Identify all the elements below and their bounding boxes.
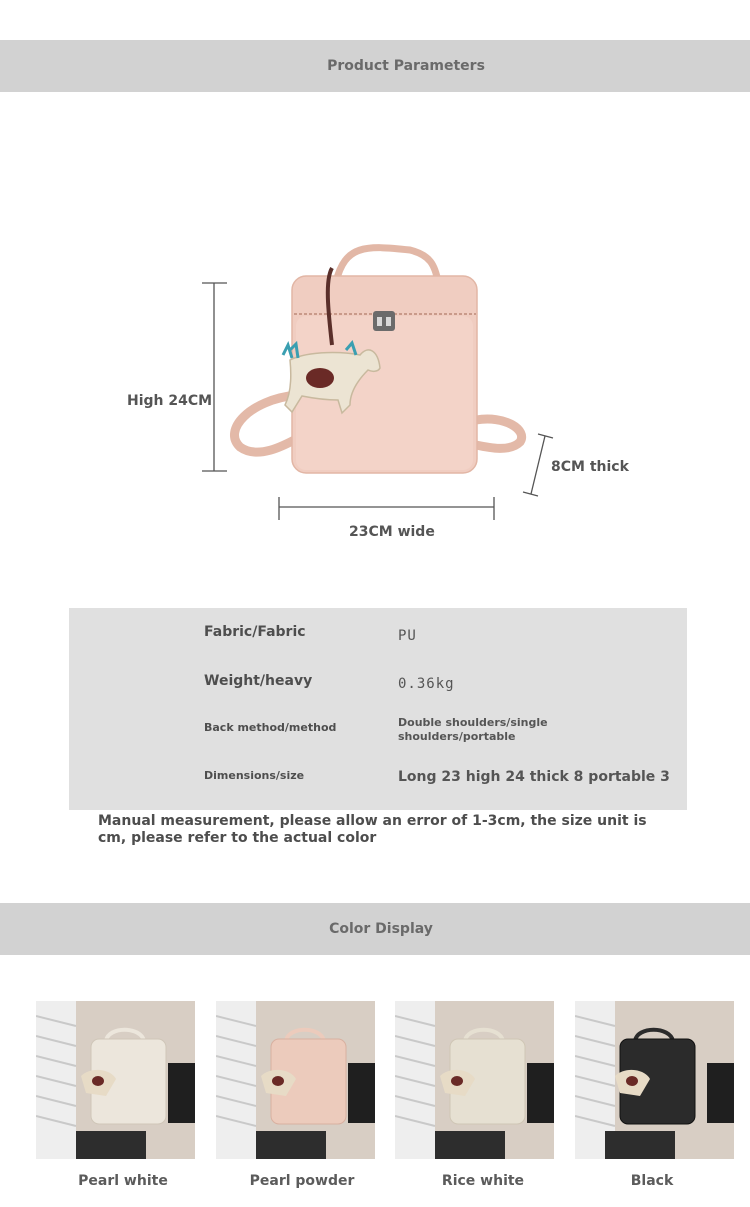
color-photo-rice-white[interactable] [395, 1001, 554, 1159]
param-key-fabric: Fabric/Fabric [204, 624, 306, 640]
section-title: Product Parameters [327, 58, 485, 74]
height-label: High 24CM [127, 393, 213, 409]
zipper-pull [373, 311, 395, 331]
param-key-dimensions: Dimensions/size [204, 769, 305, 782]
parameters-table [69, 608, 687, 810]
color-photo-pearl-powder[interactable] [216, 1001, 375, 1159]
param-value-weight: 0.36kg [398, 676, 455, 692]
param-value-fabric: PU [398, 628, 417, 644]
width-label: 23CM wide [349, 524, 435, 540]
color-label-rice-white: Rice white [441, 1173, 525, 1189]
measurement-note: Manual measurement, please allow an error of 1-3cm, the size unit is cm, please refer to the actual color [98, 813, 647, 846]
param-key-weight: Weight/heavy [204, 673, 313, 689]
thickness-dimension-line [523, 434, 553, 496]
color-label-black: Black [630, 1173, 674, 1189]
color-label-pearl-powder: Pearl powder [249, 1173, 355, 1189]
color-photo-pearl-white[interactable] [36, 1001, 195, 1159]
height-dimension-line [202, 283, 227, 471]
thickness-label: 8CM thick [551, 459, 629, 475]
width-dimension-line [279, 497, 494, 520]
color-photo-black[interactable] [575, 1001, 734, 1159]
color-display-banner [0, 903, 750, 955]
section-title: Color Display [329, 921, 433, 937]
bag-dimension-figure [0, 0, 750, 600]
shoulder-strap [476, 419, 522, 448]
color-label-pearl-white: Pearl white [78, 1173, 168, 1189]
param-value-dimensions: Long 23 high 24 thick 8 portable 3 [398, 769, 670, 785]
param-key-back-method: Back method/method [204, 721, 337, 734]
param-value-back-method: Double shoulders/single shoulders/portable [398, 716, 548, 743]
